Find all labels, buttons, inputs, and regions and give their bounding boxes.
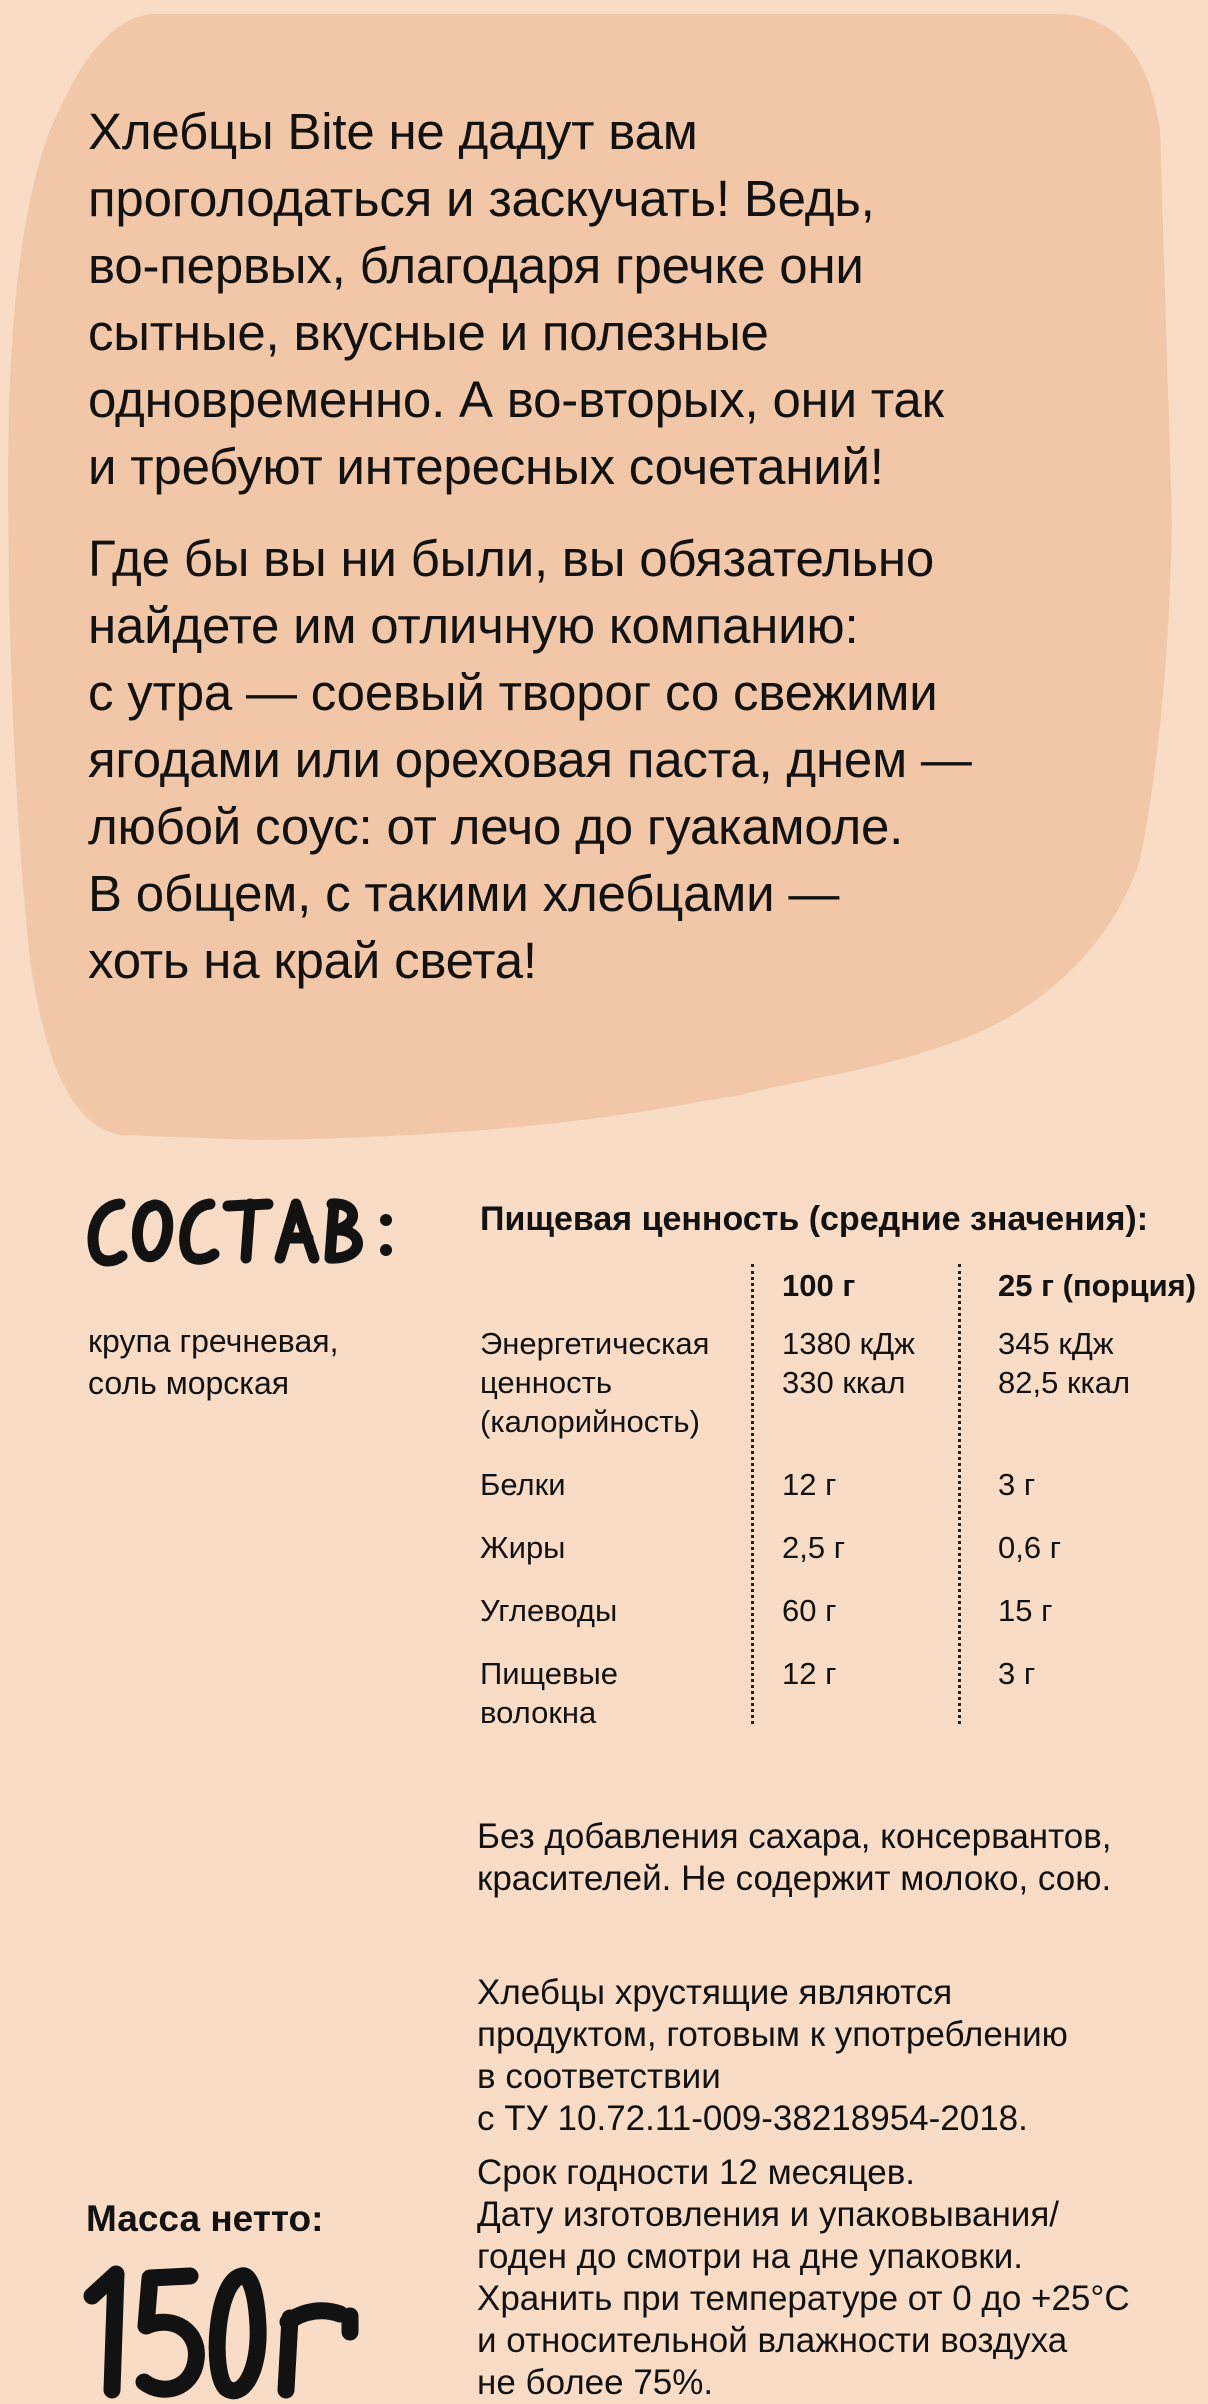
table-row xyxy=(480,1465,1208,1528)
row-label: Пищевые волокна xyxy=(480,1656,618,1730)
intro-paragraph-2: Где бы вы ни были, вы обязательно найдете им отличную компанию: с утра — соевый творог со свежими ягодами или ореховая паста, днем — любой соус: от лечо до гуакамоле. В общем, с такими хлебцами — хоть на край света! xyxy=(88,530,972,989)
row-value-100g: 60 г xyxy=(782,1593,837,1628)
row-label: Белки xyxy=(480,1467,566,1502)
nutrition-table-header xyxy=(480,1262,1208,1324)
storage-note: Срок годности 12 месяцев. Дату изготовления и упаковывания/ годен до смотри на дне упаковки. Хранить при температуре от 0 до +25°С и относительной влажности воздуха не более 75%. xyxy=(477,2153,1130,2402)
standard-note: Хлебцы хрустящие являются продуктом, готовым к употреблению в соответствии с ТУ 10.72.11-009-38218954-2018. xyxy=(477,1973,1068,2138)
table-row xyxy=(480,1591,1208,1654)
row-value-portion: 15 г xyxy=(998,1593,1053,1628)
row-value-100g: 1380 кДж 330 ккал xyxy=(782,1326,915,1400)
nutrition-title: Пищевая ценность (средние значения): xyxy=(480,1200,1149,1238)
row-label: Жиры xyxy=(480,1530,566,1565)
row-value-portion: 345 кДж 82,5 ккал xyxy=(998,1326,1131,1400)
net-weight-value xyxy=(82,2262,382,2400)
row-value-100g: 12 г xyxy=(782,1467,837,1502)
table-row xyxy=(480,1324,1208,1465)
column-header-100g: 100 г xyxy=(782,1268,856,1303)
row-value-portion: 3 г xyxy=(998,1656,1036,1691)
row-value-portion: 3 г xyxy=(998,1467,1036,1502)
row-value-portion: 0,6 г xyxy=(998,1530,1062,1565)
row-value-100g: 2,5 г xyxy=(782,1530,846,1565)
intro-text xyxy=(88,98,1108,994)
intro-paragraph-1: Хлебцы Bite не дадут вам проголодаться и заскучать! Ведь, во-первых, благодаря гречке они сытные, вкусные и полезные одновременно. А во-вторых, они так и требуют интересных сочетаний! xyxy=(88,103,944,495)
row-label: Энергетическая ценность (калорийность) xyxy=(480,1326,710,1439)
ingredients-text: крупа гречневая, соль морская xyxy=(88,1323,339,1401)
net-weight-label: Масса нетто: xyxy=(86,2198,324,2239)
row-value-100g: 12 г xyxy=(782,1656,837,1691)
column-header-portion: 25 г (порция) xyxy=(998,1268,1197,1303)
nutrition-table xyxy=(480,1262,1208,1734)
composition-heading-logo xyxy=(82,1190,422,1270)
no-additives-note: Без добавления сахара, консервантов, красителей. Не содержит молоко, сою. xyxy=(477,1817,1112,1898)
table-row xyxy=(480,1654,1208,1734)
row-label: Углеводы xyxy=(480,1593,618,1628)
table-row xyxy=(480,1528,1208,1591)
